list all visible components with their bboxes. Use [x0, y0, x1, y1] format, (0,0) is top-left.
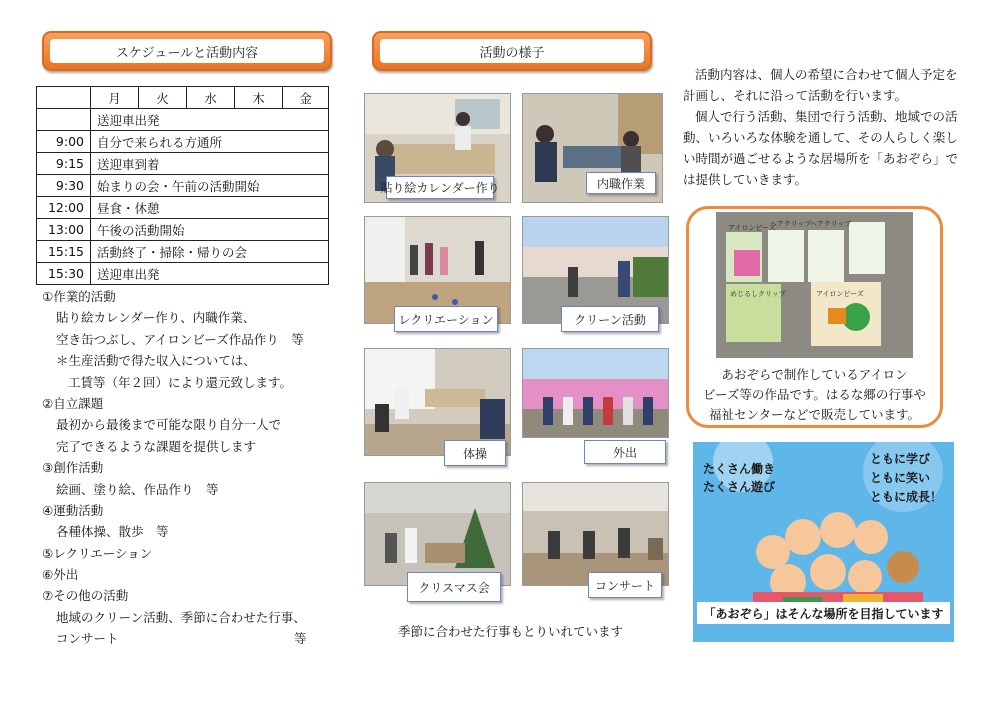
schedule-desc: 送迎車到着 [91, 153, 329, 175]
table-row [37, 197, 329, 219]
list-item: 最初から最後まで可能な限り自分一人で [56, 417, 282, 433]
illustration-right-line: ともに成長！ [870, 490, 943, 504]
illustration-right-line: ともに学び [870, 452, 931, 466]
day-thu: 木 [235, 87, 283, 109]
illustration-banner: 「あおぞら」はそんな場所を目指しています [697, 602, 950, 624]
goods-caption [689, 365, 940, 425]
intro-paragraph: 活動内容は、個人の希望に合わせて個人予定を計画し、それに沿って活動を行います。 [683, 67, 958, 103]
list-item: 工賃等（年２回）により還元致します。 [68, 374, 293, 390]
schedule-days-row [37, 87, 329, 109]
list-item: 完了できるような課題を提供します [56, 438, 257, 454]
day-fri: 金 [283, 87, 329, 109]
photo-outing [522, 348, 669, 438]
day-tue: 火 [139, 87, 187, 109]
photo-label-cleanup: クリーン活動 [561, 306, 659, 332]
photo-label-calendar: 貼り絵カレンダー作り [386, 176, 494, 199]
list-item-last [42, 628, 332, 649]
list-item: ＊生産活動で得た収入については、 [56, 353, 256, 369]
schedule-desc: 昼食・休憩 [91, 197, 329, 219]
goods-caption-line: ビーズ等の作品です。はるな郷の行事や [703, 387, 926, 402]
schedule-desc: 送迎車出発 [91, 109, 329, 131]
photo-label-outing: 外出 [584, 440, 666, 464]
intro-text [683, 64, 963, 190]
list-item: ⑥外出 [42, 567, 79, 583]
illustration-left-line: たくさん遊び [703, 480, 776, 494]
activity-list [42, 286, 332, 650]
photo-label-concert: コンサート [588, 572, 662, 598]
illustration-right-line: ともに笑い [870, 471, 931, 485]
photo-concert [522, 482, 669, 586]
photo-label-exercise: 体操 [444, 440, 506, 466]
illustration-left-line: たくさん働き [703, 462, 776, 476]
activities-header [372, 31, 652, 71]
table-row [37, 219, 329, 241]
photo-christmas [364, 482, 511, 586]
schedule-header [42, 31, 332, 71]
schedule-time: 15:15 [37, 241, 91, 263]
goods-tag: ヘアクリップ [810, 220, 852, 228]
list-item: ①作業的活動 [42, 289, 116, 304]
schedule-header-title: スケジュールと活動内容 [50, 39, 324, 63]
schedule-time: 15:30 [37, 263, 91, 285]
goods-photo [716, 212, 913, 358]
list-item: ②自立課題 [42, 395, 104, 411]
group-illustration [693, 442, 954, 642]
list-item: ⑦その他の活動 [42, 588, 129, 604]
schedule-time: 9:00 [37, 131, 91, 153]
day-mon: 月 [91, 87, 139, 109]
list-item: 貼り絵カレンダー作り、内職作業、 [56, 310, 256, 326]
list-item: 各種体操、散歩 等 [56, 524, 169, 540]
goods-tag: めじるしクリップ [730, 290, 786, 298]
day-wed: 水 [187, 87, 235, 109]
schedule-time: 13:00 [37, 219, 91, 241]
schedule-time [37, 109, 91, 131]
photo-outing-image [523, 349, 669, 438]
table-row [37, 263, 329, 285]
photo-christmas-image [365, 483, 511, 586]
list-item: 地域のクリーン活動、季節に合わせた行事、 [56, 609, 306, 625]
goods-tag: ヘアクリップ [770, 220, 812, 228]
list-item: 絵画、塗り絵、作品作り 等 [56, 481, 219, 497]
last-line-text: コンサート [56, 631, 119, 647]
table-row [37, 153, 329, 175]
schedule-time: 12:00 [37, 197, 91, 219]
activities-header-title: 活動の様子 [380, 39, 644, 63]
list-item: ⑤レクリエーション [42, 545, 153, 561]
intro-paragraph: 個人で行う活動、集団で行う活動、地域での活動、いろいろな体験を通して、その人らしく楽しい時間が過ごせるような居場所を「あおぞら」では提供していきます。 [683, 109, 959, 187]
goods-caption-line: 福祉センターなどで販売しています。 [708, 407, 920, 422]
photo-label-piecework: 内職作業 [586, 172, 656, 194]
schedule-desc: 送迎車出発 [91, 263, 329, 285]
photo-label-recreation: レクリエーション [394, 306, 498, 332]
schedule-time: 9:15 [37, 153, 91, 175]
goods-caption-line: あおぞらで制作しているアイロン [721, 367, 908, 382]
goods-tag: アイロンビーズ [816, 290, 864, 298]
list-item: 空き缶つぶし、アイロンビーズ作品作り 等 [56, 331, 304, 347]
goods-box [686, 206, 943, 428]
list-item: ④運動活動 [42, 502, 104, 518]
schedule-table [36, 86, 329, 285]
table-row [37, 175, 329, 197]
list-item: ③創作活動 [42, 460, 104, 476]
table-row [37, 109, 329, 131]
photos-caption: 季節に合わせた行事もとりいれています [398, 624, 624, 639]
photo-concert-image [523, 483, 669, 586]
goods-tag: アイロンビーズ [728, 224, 776, 232]
last-line-etc: 等 [294, 631, 307, 647]
days-corner-cell [37, 87, 91, 109]
schedule-desc: 始まりの会・午前の活動開始 [91, 175, 329, 197]
schedule-time: 9:30 [37, 175, 91, 197]
table-row [37, 131, 329, 153]
schedule-desc: 活動終了・掃除・帰りの会 [91, 241, 329, 263]
schedule-desc: 自分で来られる方通所 [91, 131, 329, 153]
schedule-desc: 午後の活動開始 [91, 219, 329, 241]
photo-label-christmas: クリスマス会 [407, 572, 501, 602]
table-row [37, 241, 329, 263]
